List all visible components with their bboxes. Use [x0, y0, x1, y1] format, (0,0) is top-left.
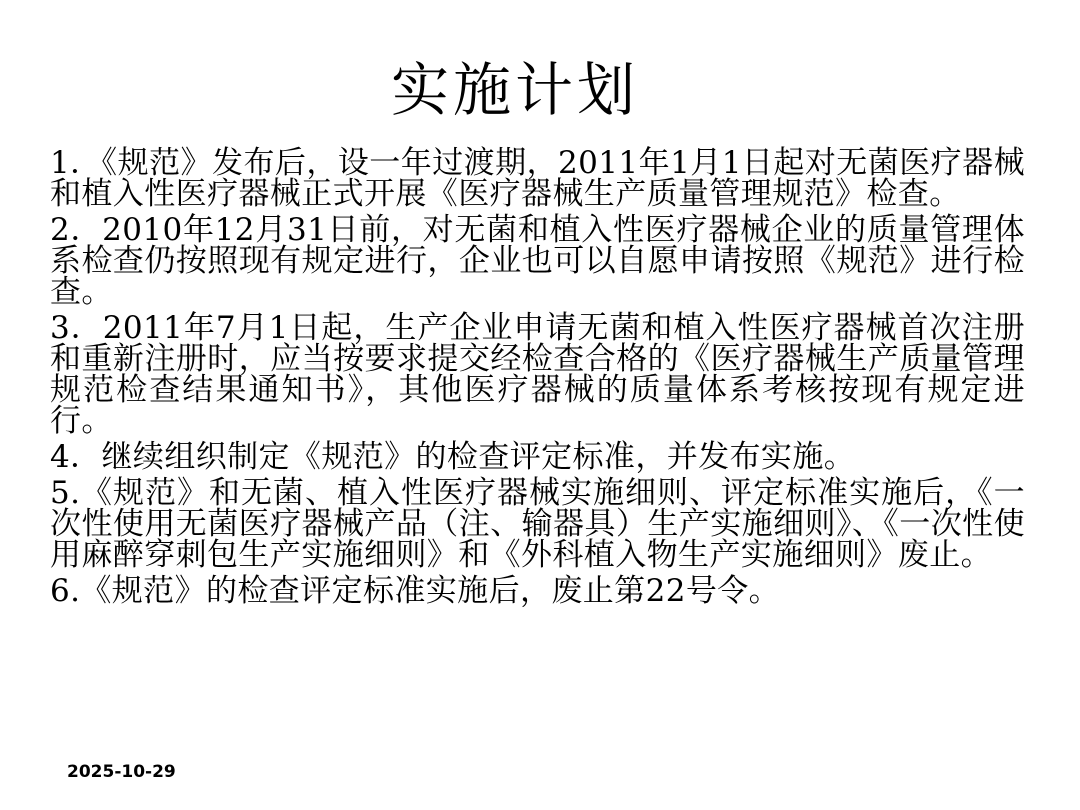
slide-title: 实施计划: [390, 56, 639, 124]
plan-item-2: 2．2010年12月31日前，对无菌和植入性医疗器械企业的质量管理体系检查仍按照现有规定进行，企业也可以自愿申请按照《规范》进行检查。: [50, 212, 1025, 310]
plan-item-6: 6.《规范》的检查评定标准实施后，废止第22号令。: [50, 573, 781, 609]
plan-item-5: 5.《规范》和无菌、植入性医疗器械实施细则、评定标准实施后，《一次性使用无菌医疗器械产品（注、输器具）生产实施细则》、《一次性使用麻醉穿刺包生产实施细则》和《外科植入物生产实施细则》废止。: [50, 475, 1025, 573]
plan-item-3: 3．2011年7月1日起，生产企业申请无菌和植入性医疗器械首次注册和重新注册时，应当按要求提交经检查合格的《医疗器械生产质量管理规范检查结果通知书》，其他医疗器械的质量体系考核按现有规定进行。: [50, 310, 1025, 439]
footer-date: 2025-10-29: [67, 762, 176, 782]
plan-item-1: 1．《规范》发布后，设一年过渡期，2011年1月1日起对无菌医疗器械和植入性医疗器械正式开展《医疗器械生产质量管理规范》检查。: [50, 145, 1025, 212]
plan-item-4: 4．继续组织制定《规范》的检查评定标准，并发布实施。: [50, 439, 856, 475]
implementation-plan-list: [50, 145, 1025, 612]
